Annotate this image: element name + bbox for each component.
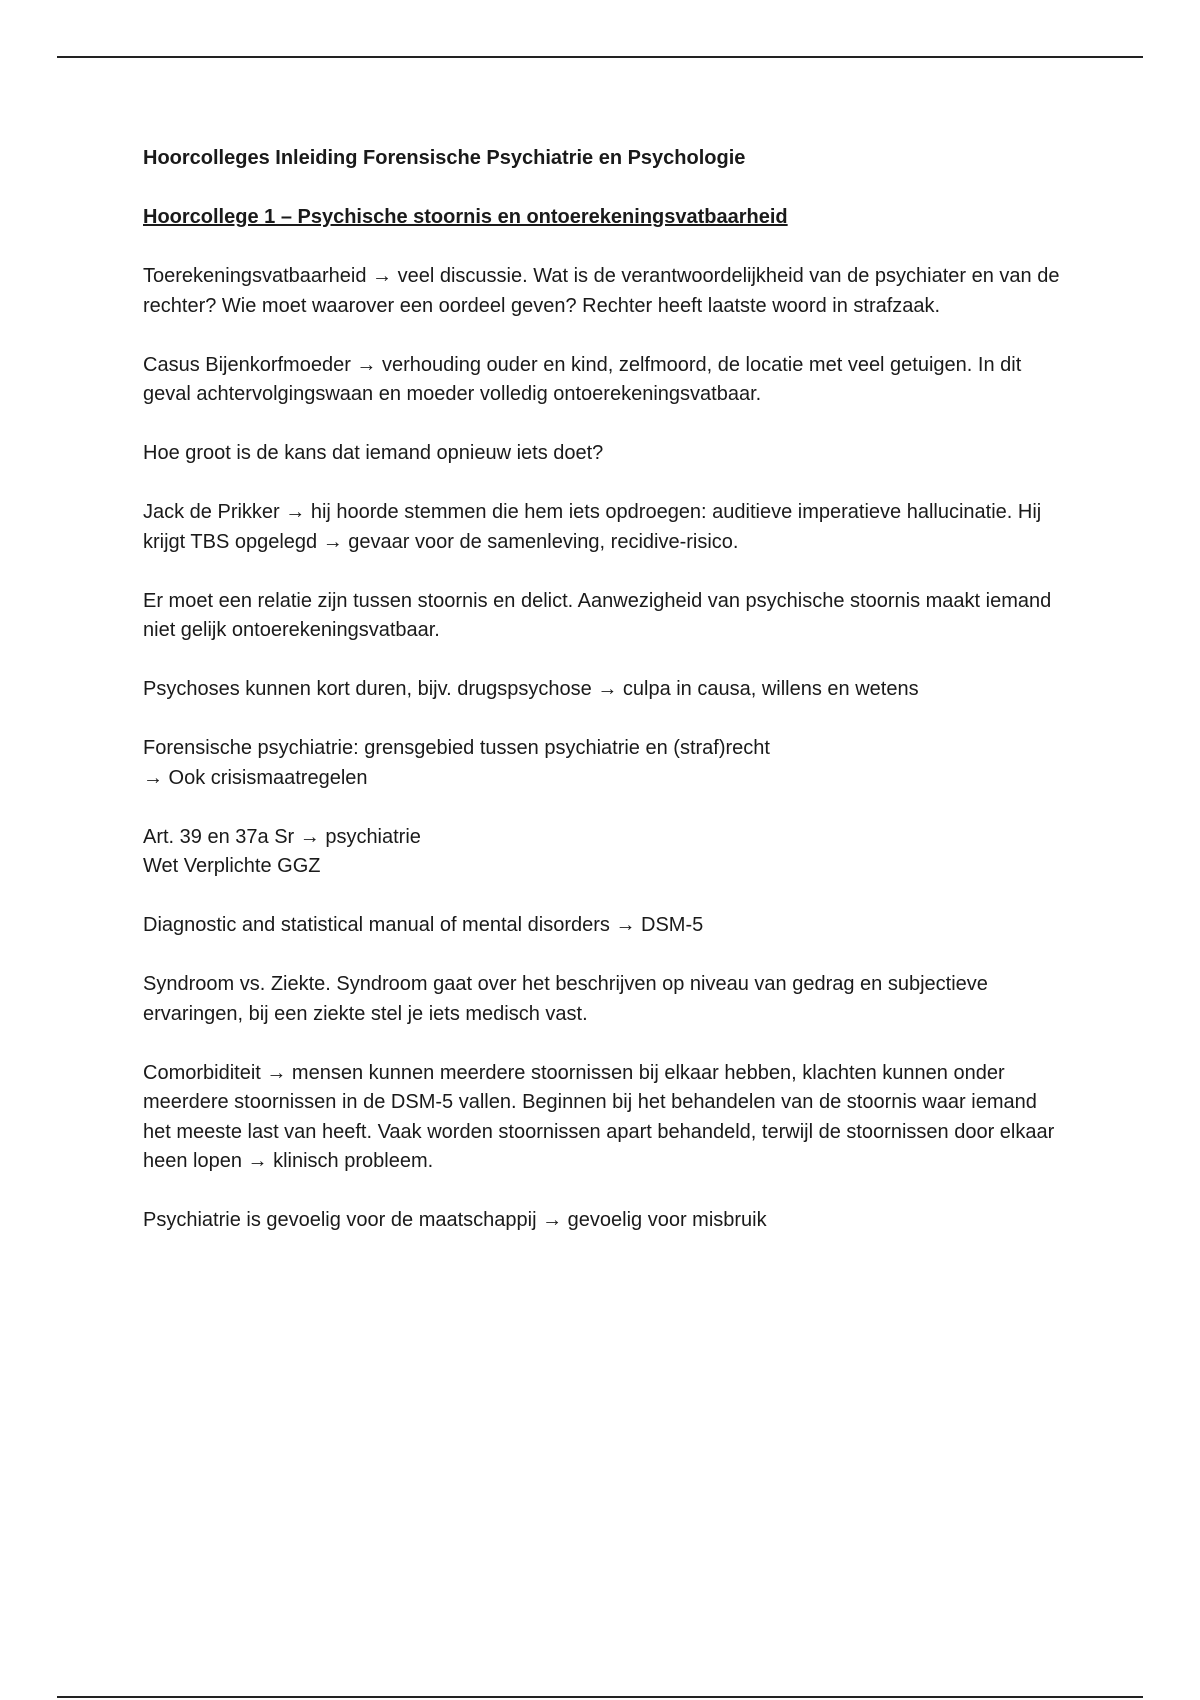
document-title: Hoorcolleges Inleiding Forensische Psychiatrie en Psychologie bbox=[143, 147, 746, 169]
paragraph: Er moet een relatie zijn tussen stoornis en delict. Aanwezigheid van psychische stoornis maakt iemand niet gelijk ontoerekeningsvatbaar. bbox=[143, 589, 1052, 641]
paragraph: Syndroom vs. Ziekte. Syndroom gaat over het beschrijven op niveau van gedrag en subjectieve ervaringen, bij een ziekte stel je iets medisch vast. bbox=[143, 973, 988, 1025]
lecture-heading: Hoorcollege 1 – Psychische stoornis en ontoerekeningsvatbaarheid bbox=[143, 206, 788, 228]
paragraph: Hoe groot is de kans dat iemand opnieuw iets doet? bbox=[143, 442, 604, 464]
paragraph: Jack de Prikker → hij hoorde stemmen die hem iets opdroegen: auditieve imperatieve hallucinatie. Hij krijgt TBS opgelegd → gevaar voor de samenleving, recidive-risico. bbox=[143, 501, 1042, 553]
paragraph: Art. 39 en 37a Sr → psychiatrie Wet Verplichte GGZ bbox=[143, 825, 421, 877]
header-rule bbox=[57, 56, 1143, 58]
paragraph: Psychiatrie is gevoelig voor de maatschappij → gevoelig voor misbruik bbox=[143, 1209, 767, 1231]
paragraph: Toerekeningsvatbaarheid → veel discussie. Wat is de verantwoordelijkheid van de psychiater en van de rechter? Wie moet waarover een oordeel geven? Rechter heeft laatste woord in strafzaak. bbox=[143, 265, 1060, 317]
paragraph: Casus Bijenkorfmoeder → verhouding ouder en kind, zelfmoord, de locatie met veel getuigen. In dit geval achtervolgingswaan en moeder volledig ontoerekeningsvatbaar. bbox=[143, 353, 1022, 405]
document-body bbox=[143, 144, 1063, 1265]
paragraph: Psychoses kunnen kort duren, bijv. drugspsychose → culpa in causa, willens en wetens bbox=[143, 678, 919, 700]
paragraph: Forensische psychiatrie: grensgebied tussen psychiatrie en (straf)recht → Ook crisismaatregelen bbox=[143, 737, 770, 789]
footer-rule bbox=[57, 1696, 1143, 1698]
paragraph: Diagnostic and statistical manual of mental disorders → DSM-5 bbox=[143, 914, 704, 936]
paragraph: Comorbiditeit → mensen kunnen meerdere stoornissen bij elkaar hebben, klachten kunnen onder meerdere stoornissen in de DSM-5 vallen. Beginnen bij het behandelen van de stoornis waar iemand het meeste last van heeft. Vaak worden stoornissen apart behandeld, terwijl de stoornissen door elkaar heen lopen → klinisch probleem. bbox=[143, 1061, 1055, 1172]
